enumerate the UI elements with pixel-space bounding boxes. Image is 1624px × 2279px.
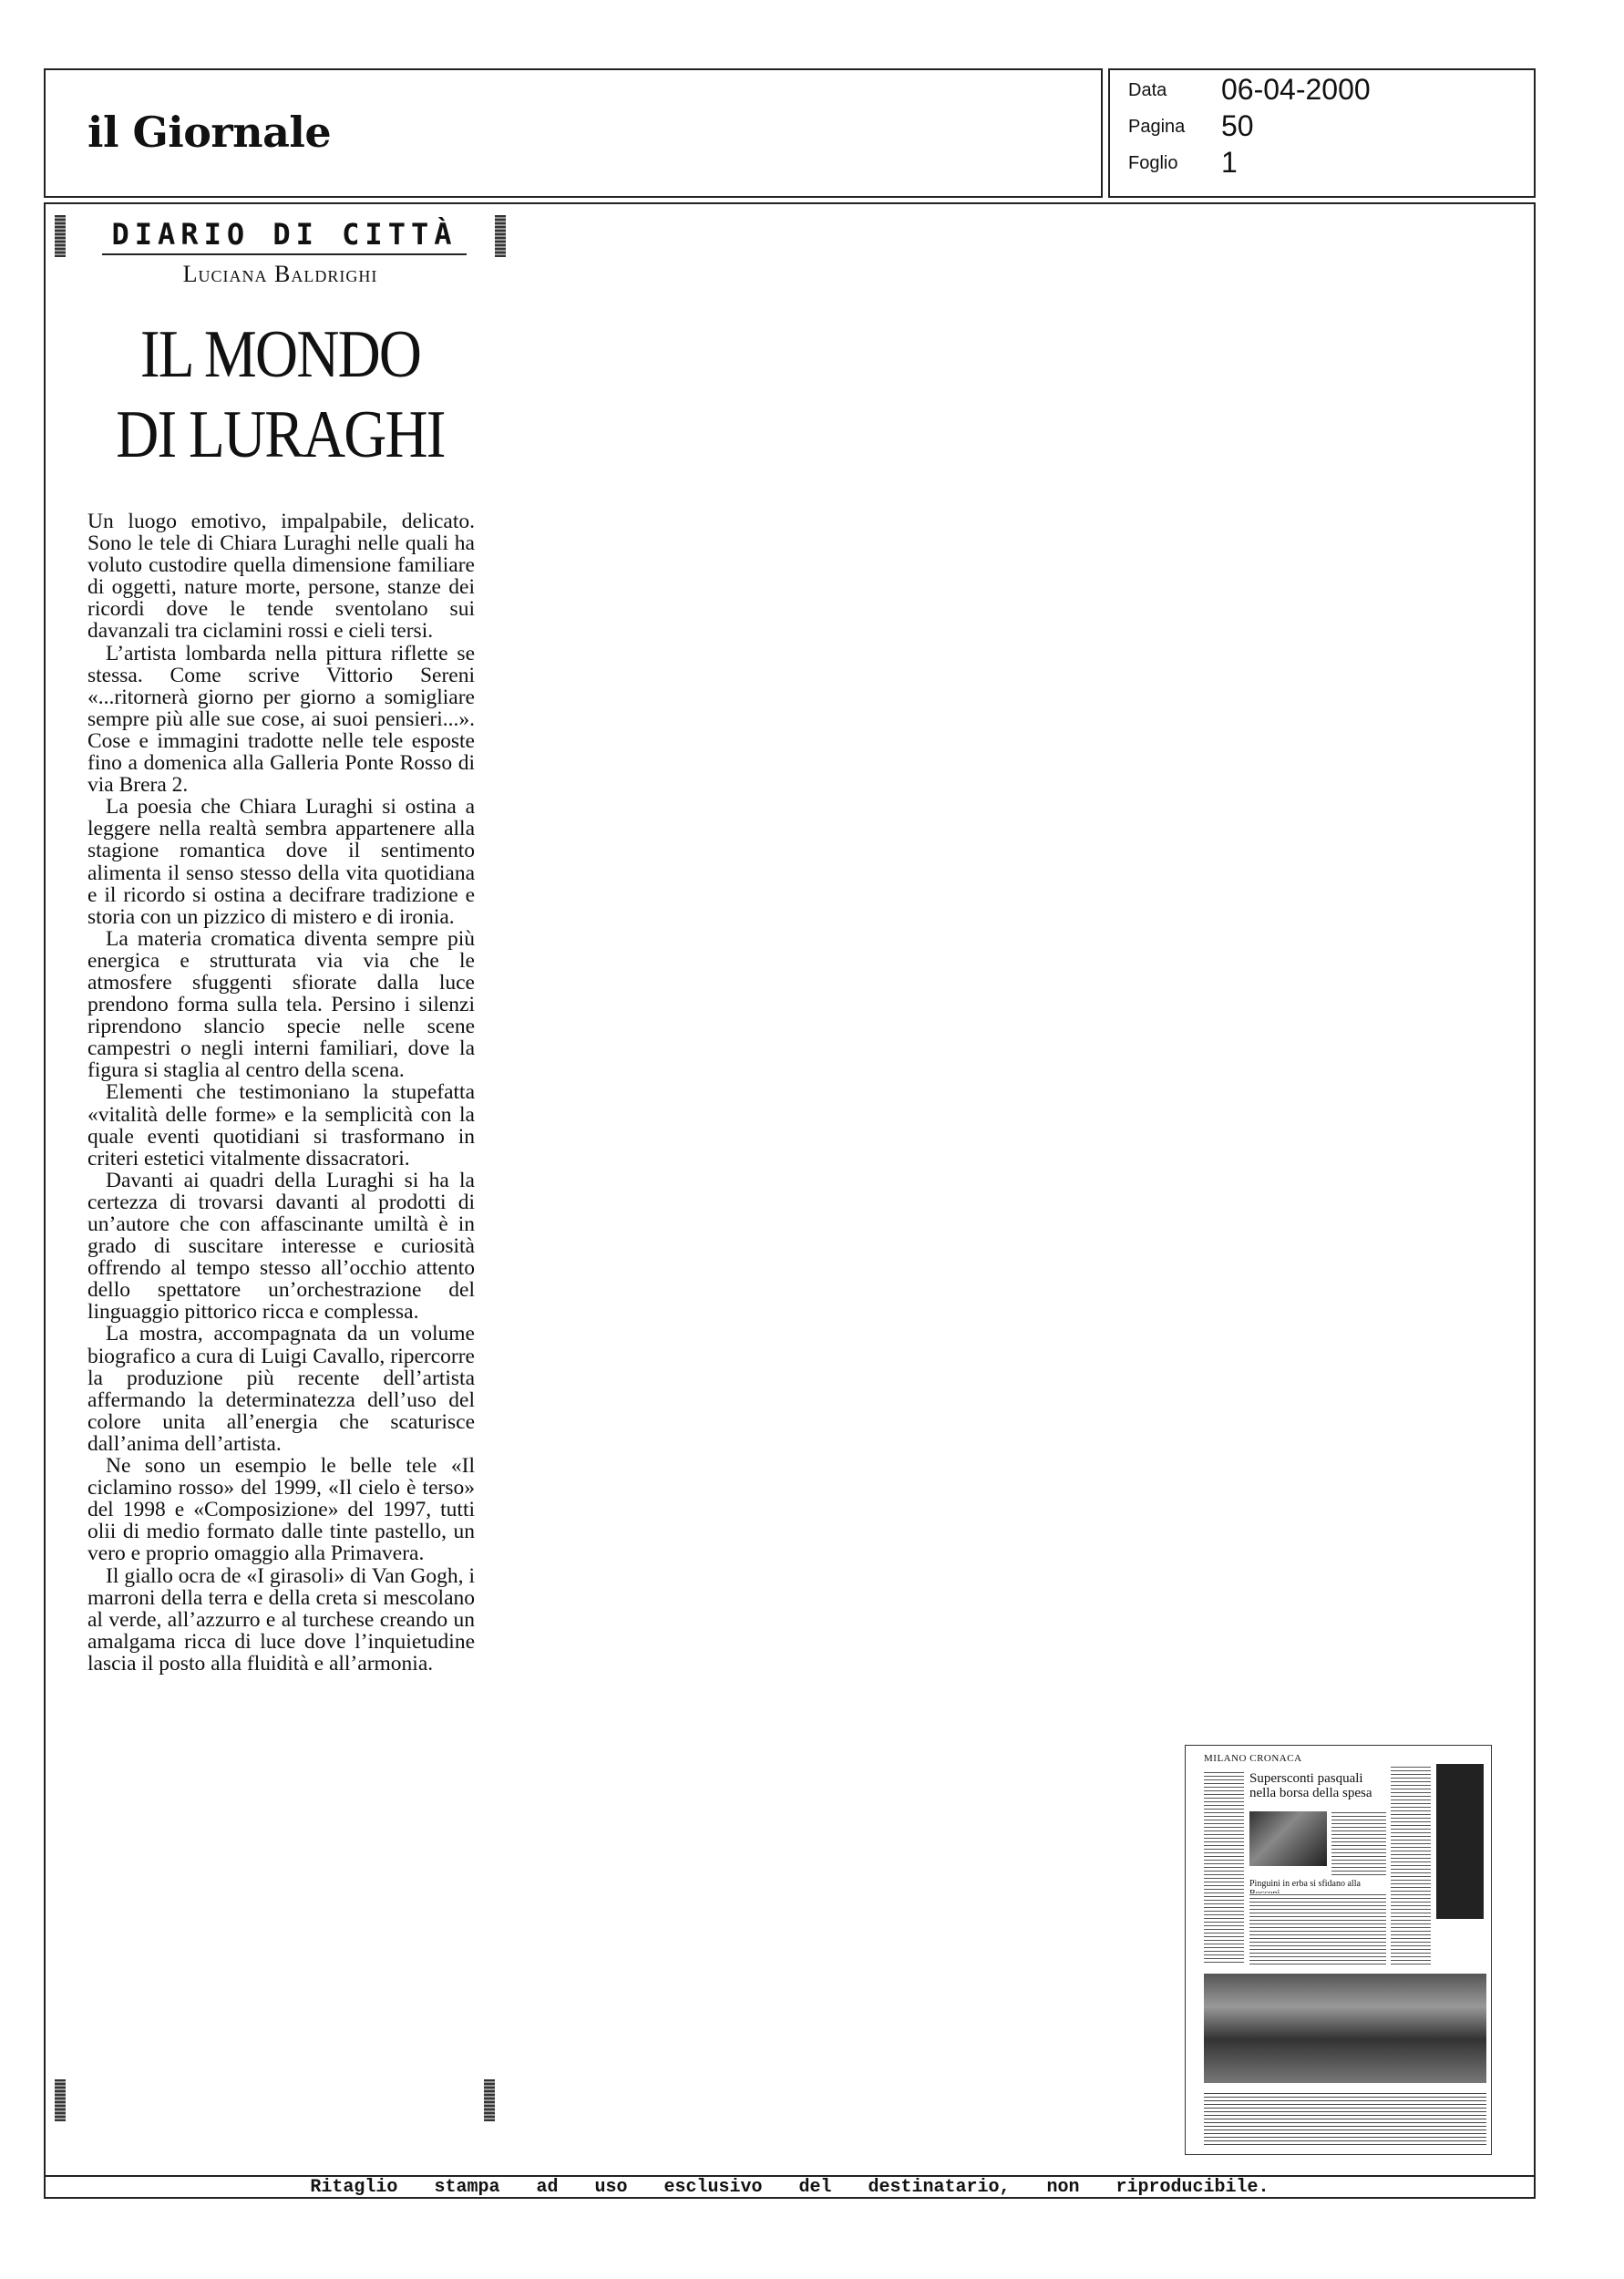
foglio-label: Foglio — [1128, 153, 1178, 173]
rubric-left-bar — [55, 215, 66, 257]
thumbnail-column — [1331, 1811, 1386, 1875]
thumbnail-title: Supersconti pasquali nella borsa della spesa — [1249, 1771, 1372, 1800]
article-paragraph: Un luogo emotivo, impalpabile, delicato. Sono le tele di Chiara Luraghi nelle quali ha voluto custodire quella dimensione familiare di oggetti, nature morte, persone, stanze dei ricordi dove le tende sventolano sui davanzali tra ciclamini rossi e cieli tersi. — [87, 510, 475, 644]
foglio-value: 1 — [1221, 146, 1238, 179]
article-body — [87, 510, 475, 1675]
thumbnail-subtitle: Pinguini in erba si sfidano alla — [1249, 1879, 1361, 1889]
thumbnail-column — [1204, 1771, 1244, 1963]
thumbnail-section: MILANO CRONACA — [1204, 1753, 1302, 1764]
rubric-block — [55, 215, 506, 257]
article-headline — [82, 315, 479, 475]
article-end-right-bar — [484, 2079, 495, 2121]
rubric-right-bar — [495, 215, 506, 257]
article-paragraph: Il giallo ocra de «I girasoli» di Van Gogh, i marroni della terra e della creta si mescolano al verde, all’azzurro e al turchese creando un amalgama ricca di luce dove l’inquietudine lascia il posto alla fluidità e all’armonia. — [87, 1563, 475, 1676]
thumbnail-column — [1391, 1764, 1431, 1964]
pagina-label: Pagina — [1128, 117, 1186, 137]
thumbnail-car-photo — [1204, 1974, 1486, 2083]
thumbnail-photo — [1249, 1811, 1327, 1866]
article-paragraph: Ne sono un esempio le belle tele «Il ciclamino rosso» del 1999, «Il cielo è terso» del 1998 e «Composizione» del 1997, tutti olii di medio formato dalle tinte pastello, un vero e proprio omaggio alla Primavera. — [87, 1454, 475, 1566]
article-paragraph: Elementi che testimoniano la stupefatta «vitalità delle forme» e la semplicità con la quale eventi quotidiani si trasformano in criteri estetici vitalmente dissacratori. — [87, 1080, 475, 1170]
article-paragraph: La poesia che Chiara Luraghi si ostina a leggere nella realtà sembra appartenere alla stagione romantica dove il sentimento alimenta il senso stesso della vita quotidiana e il ricordo si ostina a decifrare tradizione e storia con un pizzico di mistero e di ironia. — [87, 795, 475, 929]
article-paragraph: L’artista lombarda nella pittura riflette se stessa. Come scrive Vittorio Sereni «...ritornerà giorno per giorno a somigliare sempre più alle sue cose, ai suoi pensieri...». Cose e immagini tradotte nelle tele esposte fino a domenica alla Galleria Ponte Rosso di via Brera 2. — [87, 641, 475, 798]
headline-line-1: IL MONDO — [139, 317, 421, 392]
rubric-title: DIARIO DI CITTÀ — [102, 217, 467, 255]
page-thumbnail — [1185, 1745, 1492, 2155]
article-paragraph: La mostra, accompagnata da un volume biografico a cura di Luigi Cavallo, ripercorre la produzione più recente dell’artista affermando la determinatezza dell’uso del colore unita all’energia che scaturisce dall’anima dell’artista. — [87, 1322, 475, 1456]
thumbnail-sidebar — [1436, 1764, 1484, 1919]
article-end-left-bar — [55, 2079, 66, 2121]
newspaper-masthead: il Giornale — [87, 108, 332, 157]
data-label: Data — [1128, 80, 1167, 100]
article-author: Luciana Baldrighi — [182, 261, 378, 287]
data-value: 06-04-2000 — [1221, 73, 1371, 106]
thumbnail-ad-text — [1204, 2090, 1486, 2145]
footer-notice: Ritaglio stampa ad uso esclusivo del destinatario, non riproducibile. — [310, 2177, 1269, 2198]
thumbnail-column — [1249, 1893, 1386, 1964]
article-paragraph: La materia cromatica diventa sempre più energica e strutturata via via che le atmosfere sfuggenti sfiorate dalla luce prendono forma sulla tela. Persino i silenzi riprendono slancio specie nelle scene campestri o negli interni familiari, dove la figura si staglia al centro della scena. — [87, 926, 475, 1083]
headline-line-2: DI LURAGHI — [116, 397, 445, 472]
article-paragraph: Davanti ai quadri della Luraghi si ha la certezza di trovarsi davanti al prodotti di un’autore che con affascinante umiltà è in grado di suscitare interesse e curiosità offrendo al tempo stesso all’occhio attento dello spettatore un’orchestrazione del linguaggio pittorico ricca e complessa. — [87, 1168, 475, 1325]
pagina-value: 50 — [1221, 109, 1254, 142]
